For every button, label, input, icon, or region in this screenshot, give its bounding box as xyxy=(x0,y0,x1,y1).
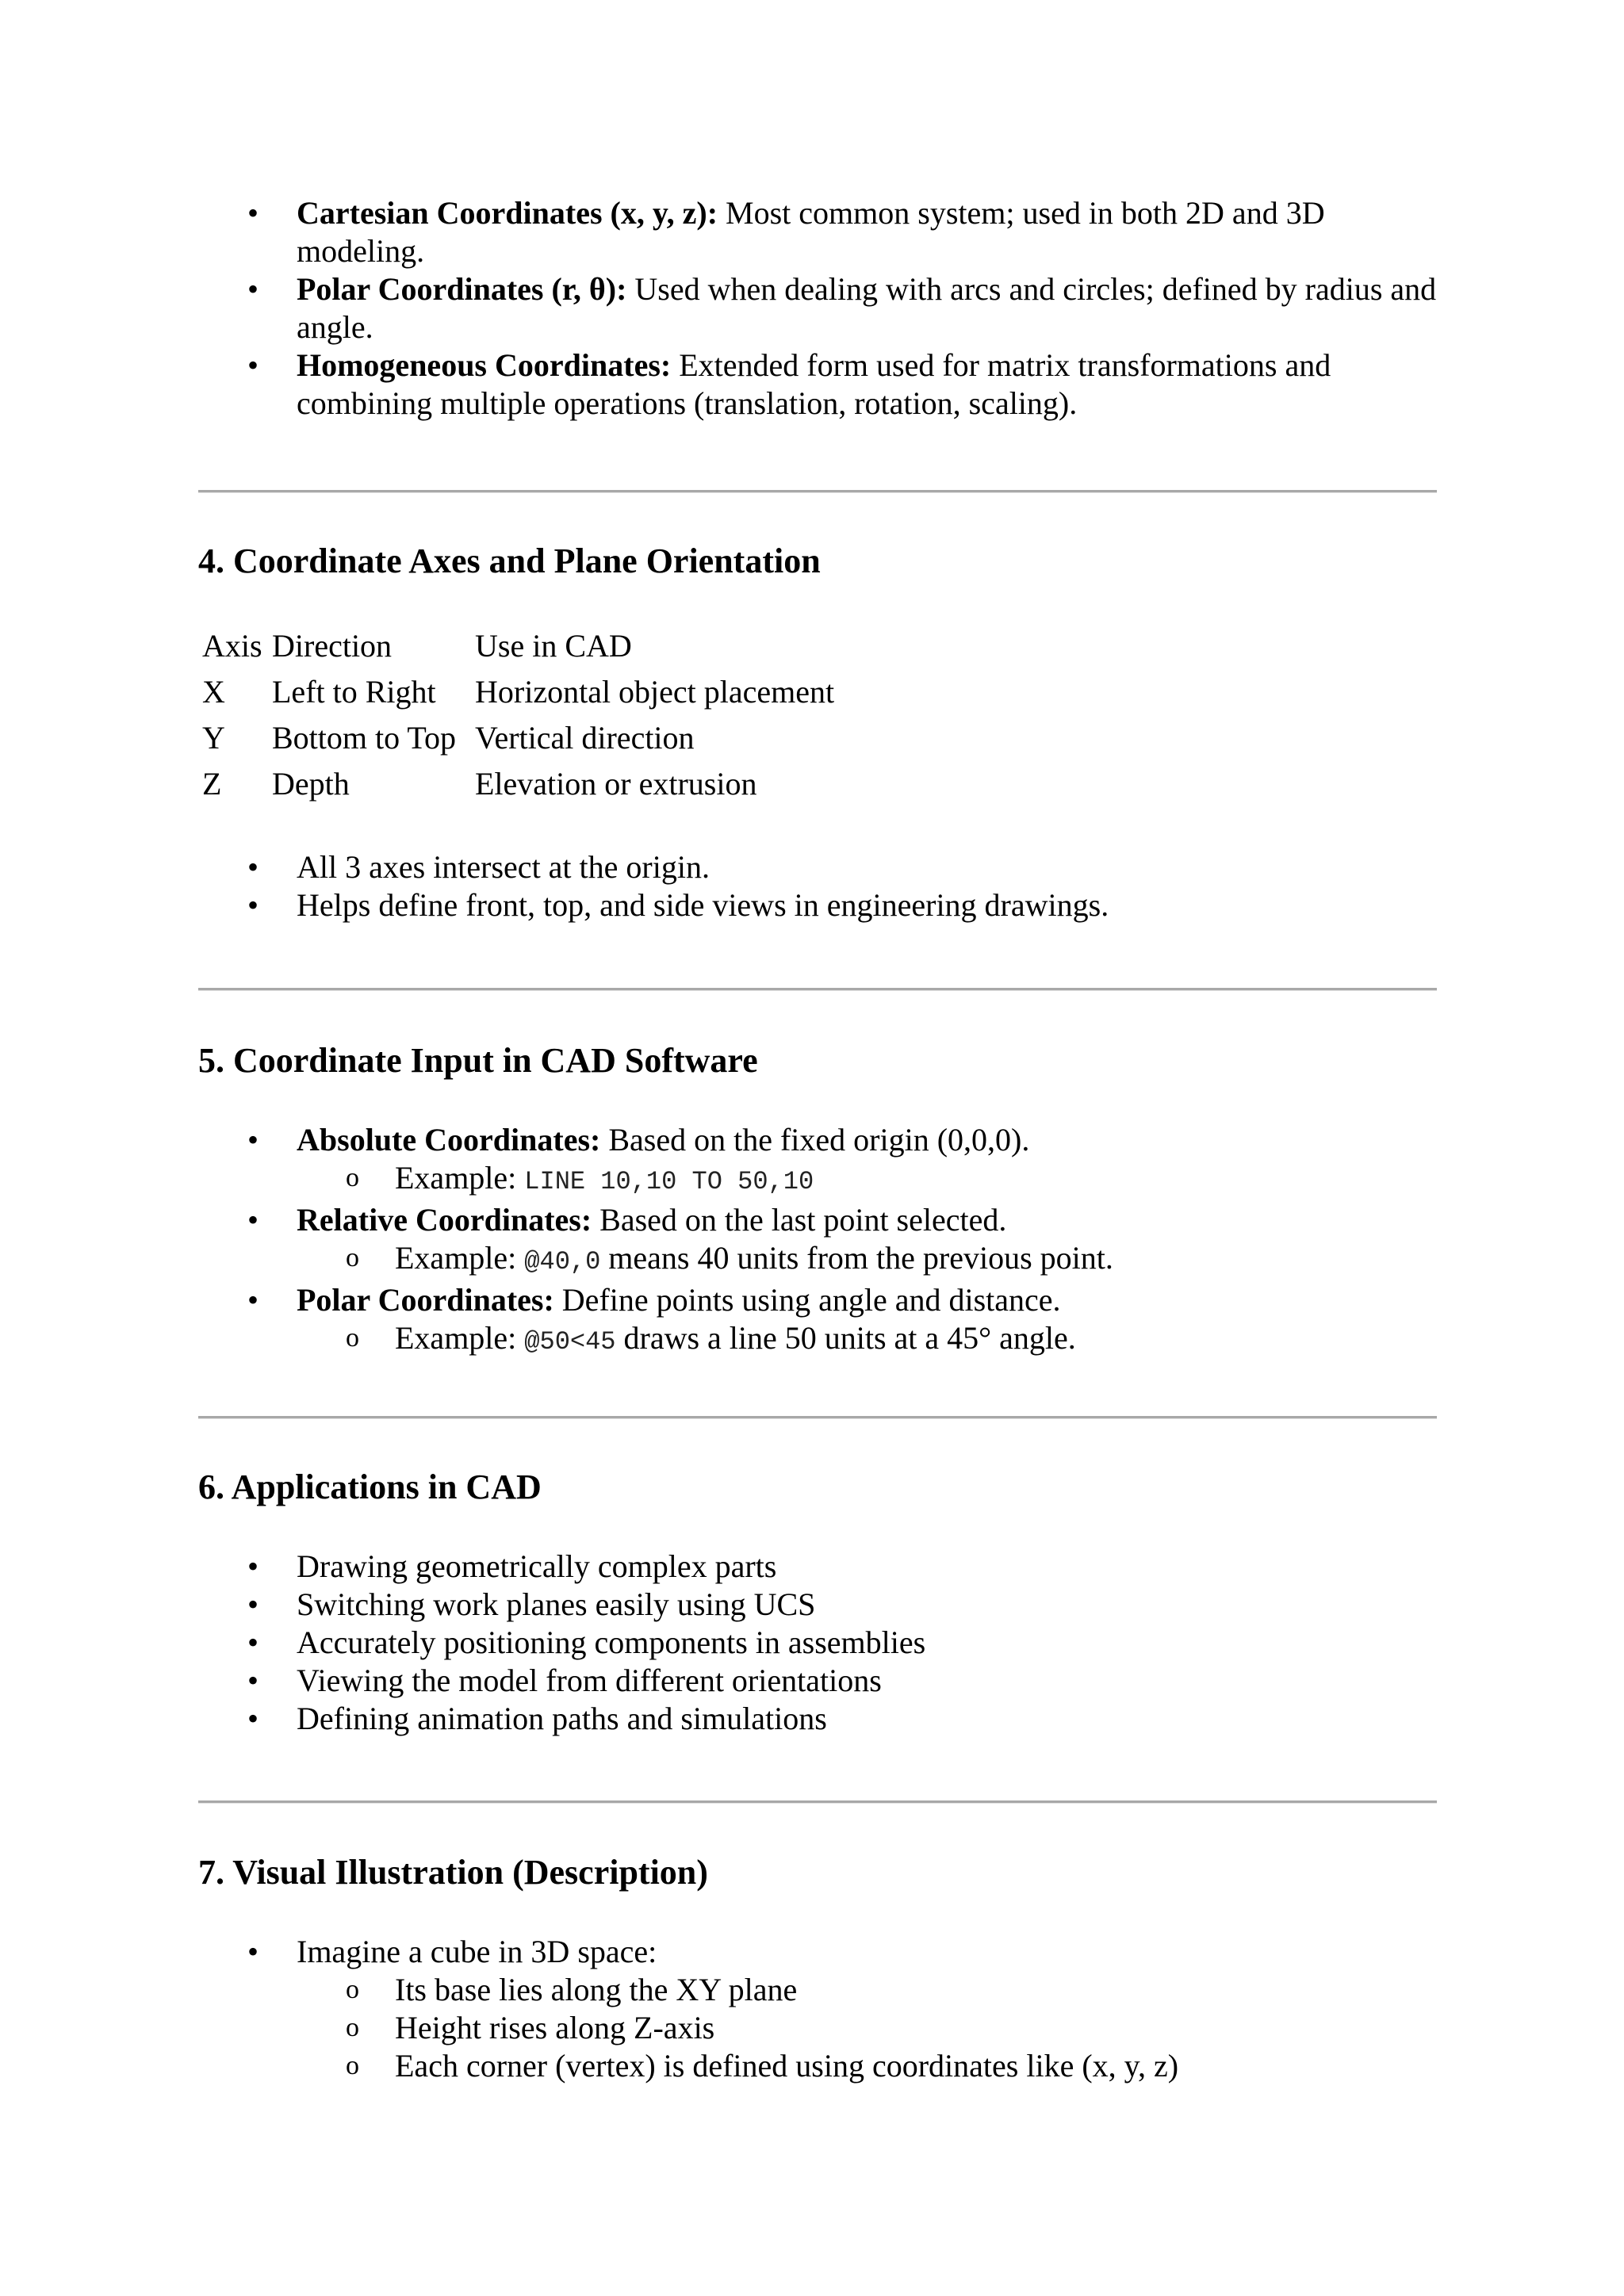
item-text: Most common system; used in both 2D and 3D modeling. xyxy=(297,195,1325,269)
list-item: • Accurately positioning components in assemblies xyxy=(0,1624,1446,1662)
example-code: @50<45 xyxy=(524,1327,616,1357)
list-item xyxy=(0,194,1446,270)
section-divider xyxy=(198,988,1437,991)
sub-list-item: o Height rises along Z-axis xyxy=(0,2009,1426,2047)
item-term: Cartesian Coordinates (x, y, z): xyxy=(297,195,718,231)
coordinate-input-list xyxy=(0,1121,1446,1361)
item-term: Homogeneous Coordinates: xyxy=(297,347,672,383)
section-divider xyxy=(198,1416,1437,1419)
applications-list xyxy=(0,1548,1446,1738)
table-cell: Bottom to Top xyxy=(272,719,457,756)
table-cell: Vertical direction xyxy=(475,719,695,756)
list-item: • Switching work planes easily using UCS xyxy=(0,1586,1446,1624)
list-item xyxy=(0,270,1446,346)
table-header-cell: Use in CAD xyxy=(475,627,632,664)
list-item xyxy=(0,1121,1446,1159)
sub-list-item xyxy=(0,1239,1426,1281)
table-row xyxy=(202,668,834,714)
table-header-cell: Axis xyxy=(202,627,262,664)
example-label: Example: xyxy=(395,1160,525,1196)
item-term: Relative Coordinates: xyxy=(297,1202,592,1238)
sub-list-item: o Its base lies along the XY plane xyxy=(0,1971,1426,2009)
section-5-heading: 5. Coordinate Input in CAD Software xyxy=(198,1041,758,1080)
list-item xyxy=(0,1281,1446,1319)
item-term: Polar Coordinates (r, θ): xyxy=(297,271,627,307)
section-6-heading: 6. Applications in CAD xyxy=(198,1468,542,1506)
item-text: Based on the fixed origin (0,0,0). xyxy=(600,1122,1030,1158)
table-cell: X xyxy=(202,673,225,710)
coordinate-systems-list xyxy=(0,194,1446,423)
axes-notes-list xyxy=(0,848,1446,924)
example-code: LINE 10,10 TO 50,10 xyxy=(524,1167,814,1196)
table-row xyxy=(202,760,834,806)
item-text: Based on the last point selected. xyxy=(592,1202,1007,1238)
list-item xyxy=(0,346,1446,423)
list-item: • Defining animation paths and simulations xyxy=(0,1700,1446,1738)
item-term: Absolute Coordinates: xyxy=(297,1122,601,1158)
item-term: Polar Coordinates: xyxy=(297,1282,554,1318)
table-cell: Elevation or extrusion xyxy=(475,765,757,802)
item-text: Extended form used for matrix transformations and combining multiple operations (translation, rotation, scaling). xyxy=(297,347,1331,421)
table-cell: Y xyxy=(202,719,225,756)
sub-list-item xyxy=(0,1319,1426,1361)
table-cell: Horizontal object placement xyxy=(475,673,835,710)
example-label: Example: xyxy=(395,1320,525,1356)
table-row xyxy=(202,714,834,760)
list-item xyxy=(0,1201,1446,1239)
list-item: • Drawing geometrically complex parts xyxy=(0,1548,1446,1586)
table-cell: Left to Right xyxy=(272,673,436,710)
item-text: Define points using angle and distance. xyxy=(553,1282,1061,1318)
example-code: @40,0 xyxy=(524,1247,601,1276)
list-item: • All 3 axes intersect at the origin. xyxy=(0,848,1446,886)
section-divider xyxy=(198,1800,1437,1804)
table-header-cell: Direction xyxy=(272,627,393,664)
example-text: means 40 units from the previous point. xyxy=(600,1240,1113,1276)
axis-table xyxy=(202,622,834,806)
section-7-heading: 7. Visual Illustration (Description) xyxy=(198,1853,708,1892)
example-label: Example: xyxy=(395,1240,525,1276)
section-4-heading: 4. Coordinate Axes and Plane Orientation xyxy=(198,541,821,580)
list-item: • Helps define front, top, and side views in engineering drawings. xyxy=(0,886,1446,924)
sub-list-item: o Each corner (vertex) is defined using coordinates like (x, y, z) xyxy=(0,2047,1426,2085)
item-text: Used when dealing with arcs and circles; defined by radius and angle. xyxy=(297,271,1437,345)
list-item: • Imagine a cube in 3D space: xyxy=(0,1933,1446,1971)
table-header-row xyxy=(202,622,834,668)
illustration-list xyxy=(0,1933,1446,2085)
table-cell: Z xyxy=(202,765,222,802)
section-divider xyxy=(198,490,1437,493)
sub-list-item xyxy=(0,1159,1426,1201)
table-cell: Depth xyxy=(272,765,350,802)
list-item: • Viewing the model from different orientations xyxy=(0,1662,1446,1700)
example-text: draws a line 50 units at a 45° angle. xyxy=(615,1320,1076,1356)
